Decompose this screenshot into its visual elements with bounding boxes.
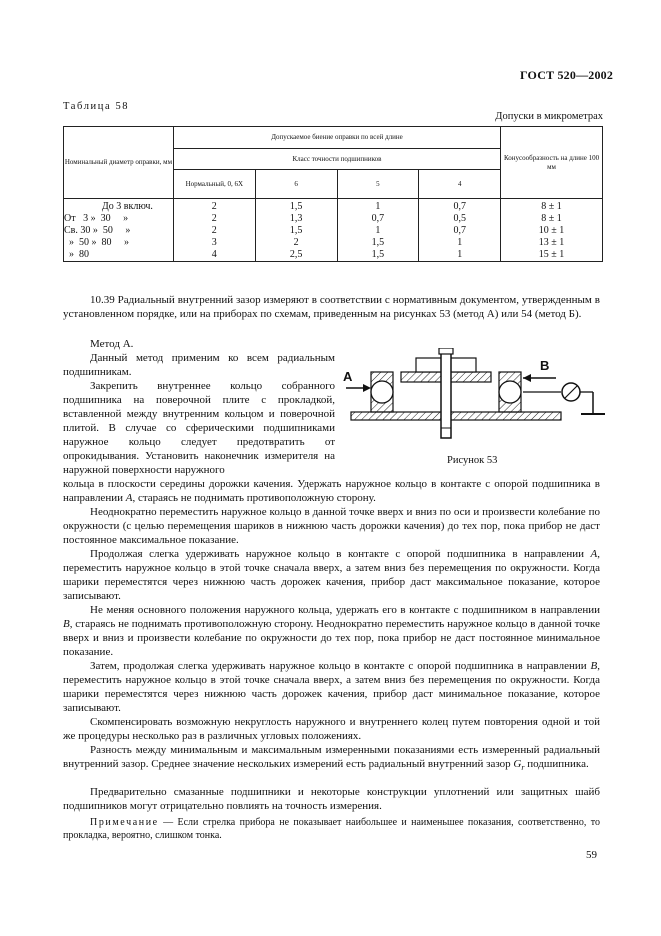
surface-plate	[351, 412, 561, 420]
ball-right	[499, 381, 521, 403]
table-row: » 50 » 80 » 3 2 1,5 1 13 ± 1	[64, 237, 603, 249]
table-row: От 3 » 30 » 2 1,3 0,7 0,5 8 ± 1	[64, 213, 603, 225]
header-class-normal: Нормальный, 0, 6X	[173, 170, 255, 199]
clamp-bolt	[441, 352, 451, 438]
table-row: » 80 4 2,5 1,5 1 15 ± 1	[64, 249, 603, 262]
document-header: ГОСТ 520—2002	[520, 68, 614, 82]
figure-53-diagram	[341, 348, 607, 448]
tolerance-table	[63, 126, 603, 262]
paragraph-move-direction-b: Затем, продолжая слегка удерживать наружное кольцо в контакте с опорой подшипника в направлении В, переместить наружное кольцо в этой точке сначала вверх, а затем вниз без перемещения по окружности. Когда шарики переместятся через нижнюю часть дорожек качения, прибор даст минимальное показание, которое записывают.	[63, 660, 600, 714]
paragraph-clearance-definition: Разность между минимальным и максимальным измеренными показаниями есть измеренный радиальный внутренний зазор. Среднее значение нескольких измерений есть радиальный внутренний зазор $G_r$ подшипника.	[63, 744, 600, 773]
table-row: До 3 включ. 2 1,5 1 0,7 8 ± 1	[64, 199, 603, 214]
paragraph-max-reading: Неоднократно переместить наружное кольцо в данной точке вверх и вниз по оси и произвести колебание по окружности (с целью перемещения шариков в нижнюю часть дорожки качения) до тех пор, пока прибор не даст постоянное максимальное показание.	[63, 506, 600, 546]
note: Примечание — Если стрелка прибора не показывает наибольшее и наименьшее показания, соответственно, то прокладка, вероятно, слишком тонка.	[63, 817, 600, 841]
header-class-5: 5	[337, 170, 419, 199]
table-units-note: Допуски в микрометрах	[495, 111, 603, 122]
paragraph-roundness-compensation: Скомпенсировать возможную некруглость наружного и внутреннего колец путем повторения одной и той же процедуры несколько раз в различных угловых положениях.	[63, 716, 600, 742]
header-class-6: 6	[255, 170, 337, 199]
header-nominal-diameter: Номинальный диаметр оправки, мм	[64, 127, 174, 199]
paragraph-hold-direction-b: Не меняя основного положения наружного кольца, удержать его в контакте с подшипником в направлении В, стараясь не поднимать противоположную сторону. Неоднократно переместить наружное кольцо в данной точке вверх и вниз и произвести колебание по окружности до тех пор, пока прибор не даст постоянное минимальное показание.	[63, 604, 600, 658]
table-row: Св. 30 » 50 » 2 1,5 1 0,7 10 ± 1	[64, 225, 603, 237]
header-taper: Конусообразность на длине 100 мм	[501, 127, 603, 199]
figure-caption: Рисунок 53	[447, 455, 498, 466]
page-number: 59	[586, 849, 597, 861]
ball-left	[371, 381, 393, 403]
paragraph-lubricated-bearings: Предварительно смазанные подшипники и некоторые конструкции уплотнений или защитных шайб подшипников могут отрицательно повлиять на точность измерения.	[63, 786, 600, 812]
paragraph-10-39: 10.39 Радиальный внутренний зазор измеряют в соответствии с нормативным документом, утвержденным в установленном порядке, или на приборах по схемам, приведенным на рисунках 53 (метод А) или 54 (метод Б).	[63, 294, 600, 320]
paragraph-move-direction-a: Продолжая слегка удерживать наружное кольцо в контакте с опорой подшипника в направлении А, переместить наружное кольцо в этой точке сначала вверх, а затем вниз без перемещения по окружности. Когда шарики переместятся через нижнюю часть дорожек качения, прибор даст максимальное показание, которое записывают.	[63, 548, 600, 602]
header-class-4: 4	[419, 170, 501, 199]
paragraph-hold-direction-a: кольца в плоскости середины дорожки качения. Удержать наружное кольцо в контакте с опорой подшипника в направлении А, стараясь не поднимать противоположную сторону.	[63, 478, 600, 504]
paragraph-applicability: Данный метод применим ко всем радиальным подшипникам.	[63, 352, 335, 378]
header-precision-class: Класс точности подшипников	[173, 149, 500, 170]
table-title: Таблица 58	[63, 101, 130, 112]
bolt-head	[439, 348, 453, 354]
paragraph-fixing-inner-ring: Закрепить внутреннее кольцо собранного подшипника на поверочной плите с прокладкой, вставленной между внутренним кольцом и поверочной плитой. В случае со сферическими подшипниками наружное кольцо следует предотвратить от опрокидывания. Установить наконечник измерителя на наружной поверхности наружного	[63, 380, 335, 476]
figure-label-b: В	[540, 358, 550, 373]
header-runout: Допускаемое биение оправки по всей длине	[173, 127, 500, 149]
method-heading: Метод А.	[90, 338, 134, 350]
figure-label-a: А	[343, 369, 353, 384]
